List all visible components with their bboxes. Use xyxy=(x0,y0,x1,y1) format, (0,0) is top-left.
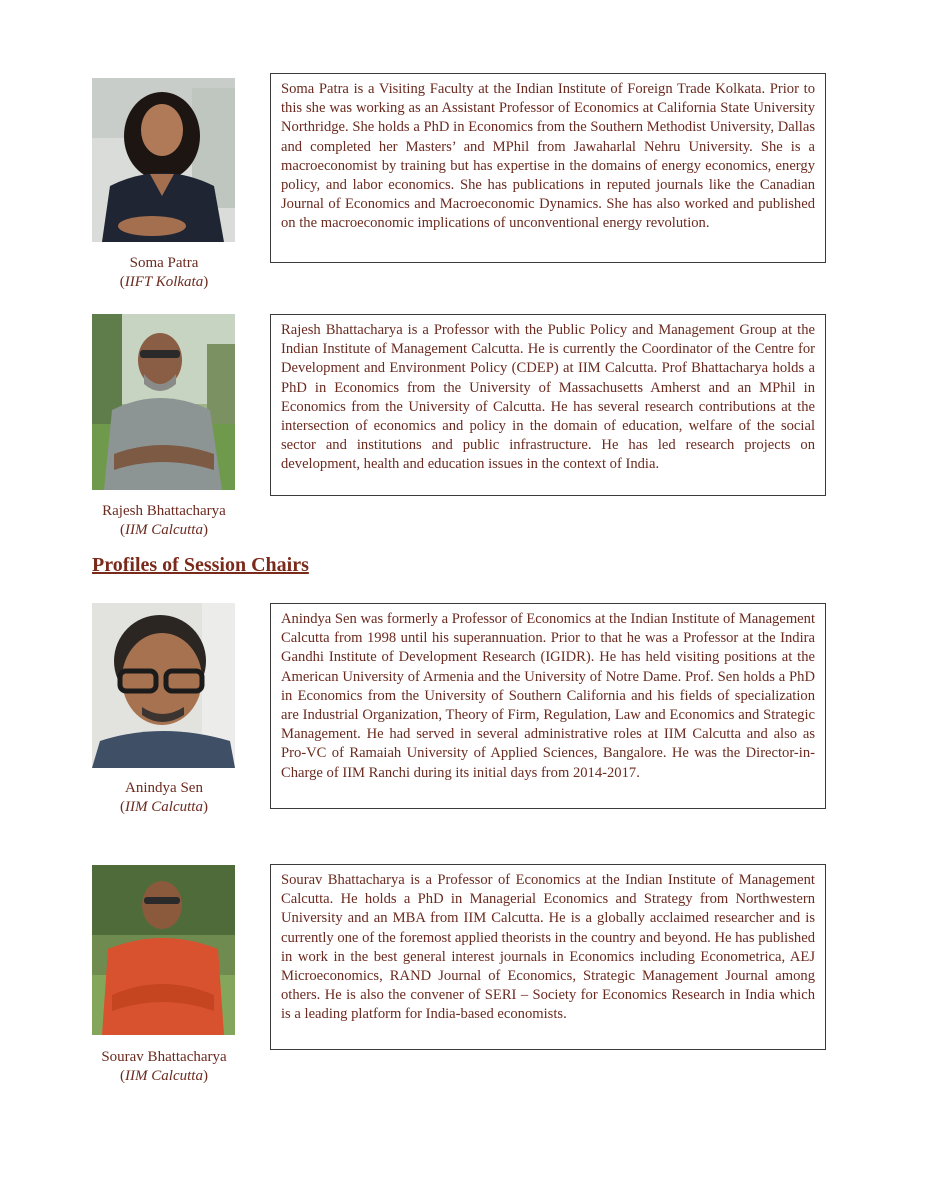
section-heading: Profiles of Session Chairs xyxy=(92,554,309,576)
profile-bio: Soma Patra is a Visiting Faculty at the Indian Institute of Foreign Trade Kolkata. Prior to this she was working as an Assistant Professor of Economics at California State University Northridge. She holds a PhD in Economics from the Southern Methodist University, Dallas and completed her Masters’ and MPhil from Jawaharlal Nehru University. She is a macroeconomist by training but has expertise in the domains of energy economics, energy policy, and labor economics. She has publications in reputed journals like the Canadian Journal of Economics and Macroeconomic Dynamics. She has also worked and published on the macroeconomic implications of unconventional energy revolution. xyxy=(270,73,826,263)
profile-affiliation: ( IIM Calcutta ) xyxy=(78,798,250,817)
profile-name: Soma Patra xyxy=(129,255,199,271)
profile-name: Sourav Bhattacharya xyxy=(101,1049,227,1065)
profile-caption xyxy=(78,779,250,817)
profile-bio: Sourav Bhattacharya is a Professor of Economics at the Indian Institute of Management Calcutta. He holds a PhD in Managerial Economics and Strategy from Northwestern University and an MBA from IIM Calcutta. He is a globally acclaimed researcher and is currently one of the foremost applied theorists in the country and beyond. He has published in work in the best general interest journals in Economics including Econometrica, AEJ Microeconomics, RAND Journal of Economics, Strategic Management Journal among others. He is also the convener of SERI – Society for Economics Research in India which is a leading platform for India-based economists. xyxy=(270,864,826,1050)
profile-name: Anindya Sen xyxy=(125,780,203,796)
profile-photo xyxy=(92,865,235,1035)
profile-caption xyxy=(78,254,250,292)
profile-photo xyxy=(92,314,235,490)
profile-photo xyxy=(92,603,235,768)
profile-name: Rajesh Bhattacharya xyxy=(102,503,226,519)
profile-affiliation: ( IIM Calcutta ) xyxy=(78,521,250,540)
profile-caption xyxy=(78,502,250,540)
profile-bio: Anindya Sen was formerly a Professor of Economics at the Indian Institute of Management Calcutta from 1998 until his superannuation. Prior to that he was a Professor at the Indira Gandhi Institute of Development Research (IGIDR). He has held visiting positions at the American University of Armenia and the University of Notre Dame. Prof. Sen holds a PhD in Economics from the University of Southern California and his fields of specialization are Industrial Organization, Theory of Firm, Regulation, Law and Economics and Strategic Management. He had served in several administrative roles at IIM Calcutta and also as Pro-VC of Ramaiah University of Applied Sciences, Bangalore. He was the Director-in-Charge of IIM Ranchi during its initial days from 2014-2017. xyxy=(270,603,826,809)
profile-caption xyxy=(78,1048,250,1086)
profile-affiliation: ( IIM Calcutta ) xyxy=(78,1067,250,1086)
profile-photo xyxy=(92,78,235,242)
profile-affiliation: ( IIFT Kolkata ) xyxy=(78,273,250,292)
profile-bio: Rajesh Bhattacharya is a Professor with the Public Policy and Management Group at the Indian Institute of Management Calcutta. He is currently the Coordinator of the Centre for Development and Environment Policy (CDEP) at IIM Calcutta. Prof Bhattacharya holds a PhD in Economics from the University of Massachusetts Amherst and an MPhil in Economics from the University of Calcutta. He has several research contributions at the intersection of economics and policy in the domain of education, welfare of the social sector and institutions and public infrastructure. He has led research projects on development, health and education issues in the context of India. xyxy=(270,314,826,496)
